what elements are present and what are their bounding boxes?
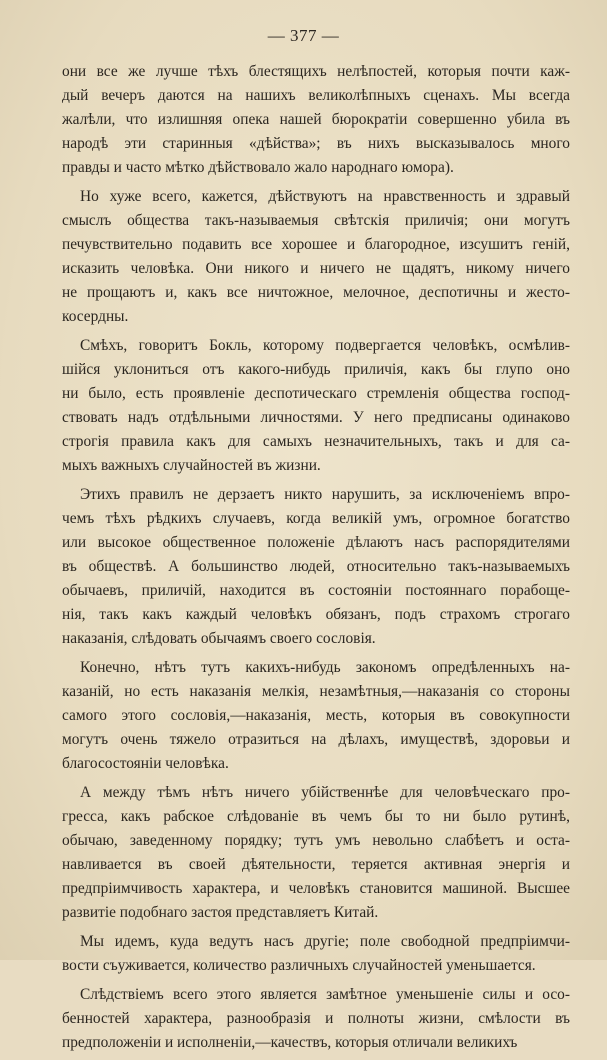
text-line: или высокое общественное положеніе дѣлаютъ насъ распорядителями	[62, 534, 570, 551]
text-line: обычаю, заведенному порядку; тутъ умъ невольно слабѣетъ и оста-	[62, 832, 570, 849]
text-line: бенностей характера, разнообразія и полноты жизни, смѣлости въ	[62, 1010, 570, 1027]
text-line: предпріимчивость характера, и человѣкъ становится машиной. Высшее	[62, 880, 570, 897]
text-line: въ обществѣ. А большинство людей, относительно такъ-называемыхъ	[62, 558, 570, 575]
text-line: вости съуживается, количество различныхъ случайностей уменьшается.	[62, 957, 536, 974]
text-line: Смѣхъ, говоритъ Бокль, которому подвергается человѣкъ, осмѣлив-	[80, 337, 570, 354]
paragraph	[62, 656, 570, 776]
text-line: предположеніи и исполненіи,—качествъ, которыя отличали великихъ	[62, 1034, 518, 1051]
text-line: нія, такъ какъ каждый человѣкъ обязанъ, подъ страхомъ строгаго	[62, 606, 570, 623]
text-line: исказить человѣка. Они никого и ничего не щадятъ, никому ничего	[62, 260, 570, 277]
text-line: благосостояніи человѣка.	[62, 755, 229, 772]
text-line: ни было, есть проявленіе деспотическаго стремленія общества господ-	[62, 385, 570, 402]
text-line: печувствительно подавить все хорошее и благородное, изсушитъ геній,	[62, 236, 570, 253]
page-number: — 377 —	[267, 26, 340, 45]
text-line: Этихъ правилъ не дерзаетъ никто нарушить, за исключеніемъ впро-	[80, 486, 570, 503]
text-line: шійся уклониться отъ какого-нибудь приличія, какъ бы глупо оно	[62, 361, 570, 378]
paragraph	[62, 983, 570, 1055]
text-line: самого этого сословія,—наказанія, месть, которыя въ совокупности	[62, 707, 570, 724]
paragraph	[62, 334, 570, 478]
text-line: строгія правила какъ для самыхъ незначительныхъ, такъ и для са-	[62, 433, 570, 450]
paragraph	[62, 185, 570, 329]
paragraph	[62, 781, 570, 925]
text-line: гресса, какъ рабское слѣдованіе въ чемъ бы то ни было рутинѣ,	[62, 808, 570, 825]
paragraph	[62, 930, 570, 978]
paragraph	[62, 483, 570, 651]
text-line: правды и часто мѣтко дѣйствовало жало народнаго юмора).	[62, 159, 454, 176]
text-line: Конечно, нѣтъ тутъ какихъ-нибудь закономъ опредѣленныхъ на-	[80, 659, 570, 676]
text-line: навливается въ своей дѣятельности, теряется активная энергія и	[62, 856, 570, 873]
text-line: Мы идемъ, куда ведутъ насъ другіе; поле свободной предпріимчи-	[80, 933, 570, 950]
text-line: чемъ тѣхъ рѣдкихъ случаевъ, когда великій умъ, огромное богатство	[62, 510, 570, 527]
text-line: наказанія, слѣдовать обычаямъ своего сословія.	[62, 630, 376, 647]
text-line: Но хуже всего, кажется, дѣйствуютъ на нравственность и здравый	[80, 188, 570, 205]
text-line: А между тѣмъ нѣтъ ничего убійственнѣе для человѣческаго про-	[80, 784, 570, 801]
text-line: смыслъ общества такъ-называемыя свѣтскія приличія; они могутъ	[62, 212, 570, 229]
text-line: казаній, но есть наказанія мелкія, незамѣтныя,—наказанія со стороны	[62, 683, 570, 700]
text-line: народѣ эти старинныя «дѣйства»; въ нихъ высказывалось много	[62, 135, 570, 152]
text-line: дый вечеръ даются на нашихъ великолѣпныхъ сценахъ. Мы всегда	[62, 87, 570, 104]
text-line: Слѣдствіемъ всего этого является замѣтное уменьшеніе силы и осо-	[80, 986, 570, 1003]
paragraph	[62, 60, 570, 180]
text-line: мыхъ важныхъ случайностей въ жизни.	[62, 457, 321, 474]
text-line: жалѣли, что излишняя опека нашей бюрократіи совершенно убила въ	[62, 111, 570, 128]
text-line: могутъ очень тяжело отразиться на дѣлахъ, имуществѣ, здоровьи и	[62, 731, 570, 748]
text-line: они все же лучше тѣхъ блестящихъ нелѣпостей, которыя почти каж-	[62, 63, 570, 80]
text-line: ствовать надъ отдѣльными личностями. У него предписаны одинаково	[62, 409, 570, 426]
text-line: не прощаютъ и, какъ все ничтожное, мелочное, деспотичны и жесто-	[62, 284, 570, 301]
text-line: косердны.	[62, 308, 129, 325]
text-line: развитіе подобнаго застоя представляетъ Китай.	[62, 904, 379, 921]
body-text	[62, 60, 570, 1060]
text-line: обычаевъ, приличій, находится въ состояніи постояннаго порабоще-	[62, 582, 570, 599]
